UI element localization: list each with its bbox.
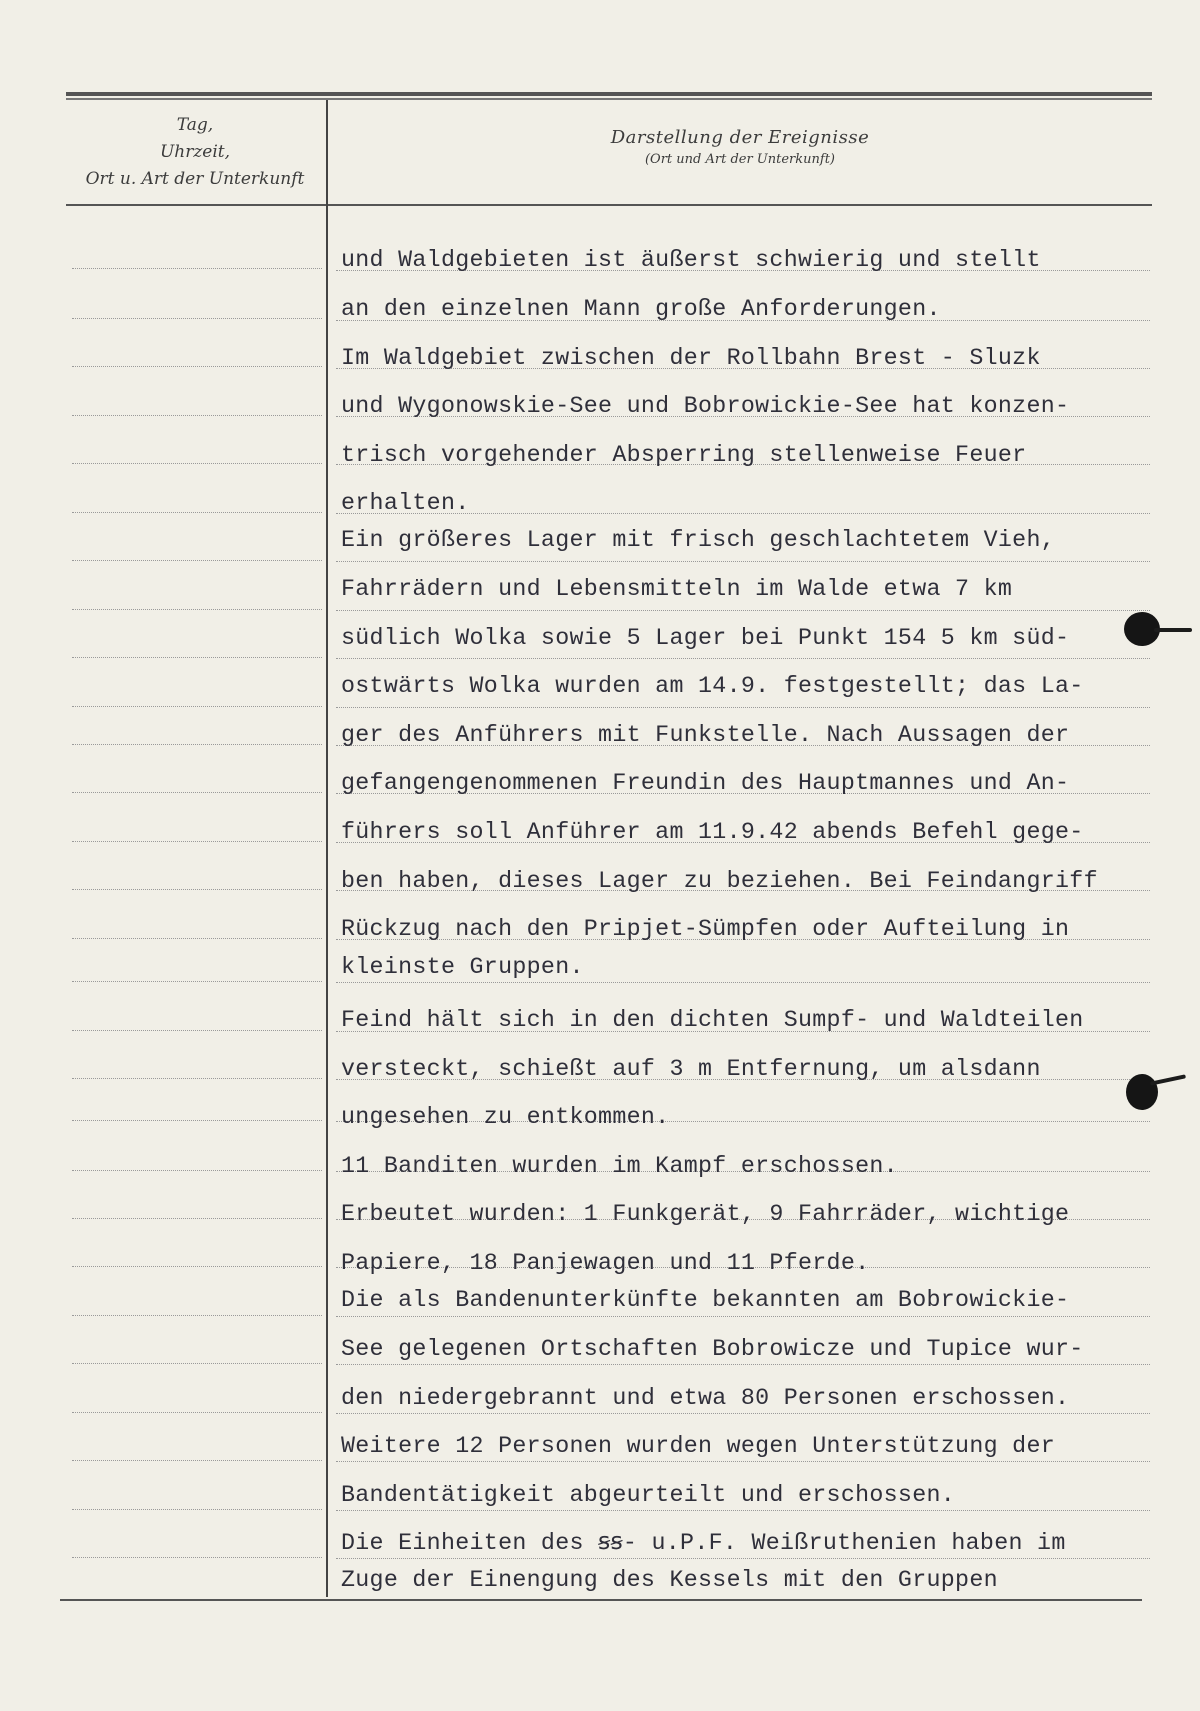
text-line: und Waldgebieten ist äußerst schwierig und stellt: [341, 247, 1041, 273]
left-dotted-line: [72, 1412, 322, 1413]
text-baseline: [336, 707, 1150, 708]
text-line: den niedergebrannt und etwa 80 Personen erschossen.: [341, 1385, 1070, 1411]
left-dotted-line: [72, 744, 322, 745]
text-line: Rückzug nach den Pripjet-Sümpfen oder Aufteilung in: [341, 916, 1070, 942]
text-line: Die Einheiten des ꞩꞩ- u.P.F. Weißruthenien haben im: [341, 1530, 1066, 1556]
left-dotted-line: [72, 1509, 322, 1510]
left-dotted-line: [72, 1363, 322, 1364]
text-line: Bandentätigkeit abgeurteilt und erschossen.: [341, 1482, 956, 1508]
text-line: südlich Wolka sowie 5 Lager bei Punkt 154 5 km süd-: [341, 625, 1070, 651]
left-header-line: Ort u. Art der Unterkunft: [85, 169, 305, 189]
text-line: ben haben, dieses Lager zu beziehen. Bei Feindangriff: [341, 868, 1098, 894]
ink-blot: [1126, 1074, 1158, 1110]
text-baseline: [336, 658, 1150, 659]
text-baseline: [336, 610, 1150, 611]
left-header-line: Tag,: [176, 115, 214, 135]
text-line: gefangengenommenen Freundin des Hauptmannes und An-: [341, 770, 1070, 796]
left-dotted-line: [72, 1218, 322, 1219]
left-dotted-line: [72, 415, 322, 416]
text-line: Ein größeres Lager mit frisch geschlachtetem Vieh,: [341, 527, 1056, 553]
text-baseline: [336, 1316, 1150, 1317]
header-rule: [66, 204, 1152, 206]
text-line: 11 Banditen wurden im Kampf erschossen.: [341, 1153, 898, 1179]
left-dotted-line: [72, 706, 322, 707]
text-line: trisch vorgehender Absperring stellenweise Feuer: [341, 442, 1027, 468]
text-baseline: [336, 1461, 1150, 1462]
left-dotted-line: [72, 1078, 322, 1079]
text-line: Erbeutet wurden: 1 Funkgerät, 9 Fahrräder, wichtige: [341, 1201, 1070, 1227]
text-line: ungesehen zu entkommen.: [341, 1104, 670, 1130]
left-dotted-line: [72, 560, 322, 561]
top-double-rule-inner: [66, 98, 1152, 100]
left-dotted-line: [72, 981, 322, 982]
text-line: versteckt, schießt auf 3 m Entfernung, um alsdann: [341, 1056, 1041, 1082]
text-line: ger des Anführers mit Funkstelle. Nach Aussagen der: [341, 722, 1070, 748]
ink-blot-tail: [1154, 628, 1192, 632]
text-line: ostwärts Wolka wurden am 14.9. festgestellt; das La-: [341, 673, 1084, 699]
left-dotted-line: [72, 512, 322, 513]
left-dotted-line: [72, 938, 322, 939]
text-line: Weitere 12 Personen wurden wegen Unterstützung der: [341, 1433, 1056, 1459]
text-line: Feind hält sich in den dichten Sumpf- und Waldteilen: [341, 1007, 1084, 1033]
left-dotted-line: [72, 1170, 322, 1171]
left-dotted-line: [72, 1315, 322, 1316]
text-line: erhalten.: [341, 490, 470, 516]
text-line: kleinste Gruppen.: [341, 954, 584, 980]
text-line: Zuge der Einengung des Kessels mit den Gruppen: [341, 1567, 998, 1593]
left-dotted-line: [72, 657, 322, 658]
left-dotted-line: [72, 268, 322, 269]
right-column-header: [330, 126, 1150, 170]
text-line: Fahrrädern und Lebensmitteln im Walde etwa 7 km: [341, 576, 1013, 602]
text-baseline: [336, 561, 1150, 562]
text-line: Papiere, 18 Panjewagen und 11 Pferde.: [341, 1250, 870, 1276]
left-dotted-line: [72, 1460, 322, 1461]
left-dotted-line: [72, 609, 322, 610]
left-dotted-line: [72, 792, 322, 793]
text-line: See gelegenen Ortschaften Bobrowicze und Tupice wur-: [341, 1336, 1084, 1362]
text-baseline: [336, 982, 1150, 983]
top-double-rule: [66, 92, 1152, 96]
text-line: Im Waldgebiet zwischen der Rollbahn Brest - Sluzk: [341, 345, 1041, 371]
text-baseline: [336, 1364, 1150, 1365]
bottom-rule: [60, 1599, 1142, 1601]
events-column-title: Darstellung der Ereignisse: [610, 127, 870, 148]
text-baseline: [336, 1413, 1150, 1414]
left-header-line: Uhrzeit,: [159, 142, 231, 162]
column-divider: [326, 100, 328, 1597]
left-dotted-line: [72, 1120, 322, 1121]
text-line: führers soll Anführer am 11.9.42 abends Befehl gege-: [341, 819, 1084, 845]
left-dotted-line: [72, 889, 322, 890]
text-baseline: [336, 1510, 1150, 1511]
left-dotted-line: [72, 463, 322, 464]
left-dotted-line: [72, 318, 322, 319]
left-dotted-line: [72, 1266, 322, 1267]
text-line: an den einzelnen Mann große Anforderungen.: [341, 296, 941, 322]
text-line: und Wygonowskie-See und Bobrowickie-See hat konzen-: [341, 393, 1070, 419]
left-dotted-line: [72, 841, 322, 842]
ink-blot-tail: [1150, 1074, 1186, 1085]
events-column-subtitle: (Ort und Art der Unterkunft): [644, 152, 835, 167]
text-baseline: [336, 1558, 1150, 1559]
text-line: Die als Bandenunterkünfte bekannten am Bobrowickie-: [341, 1287, 1070, 1313]
left-column-header: [70, 112, 320, 193]
left-dotted-line: [72, 366, 322, 367]
left-dotted-line: [72, 1030, 322, 1031]
left-dotted-line: [72, 1557, 322, 1558]
